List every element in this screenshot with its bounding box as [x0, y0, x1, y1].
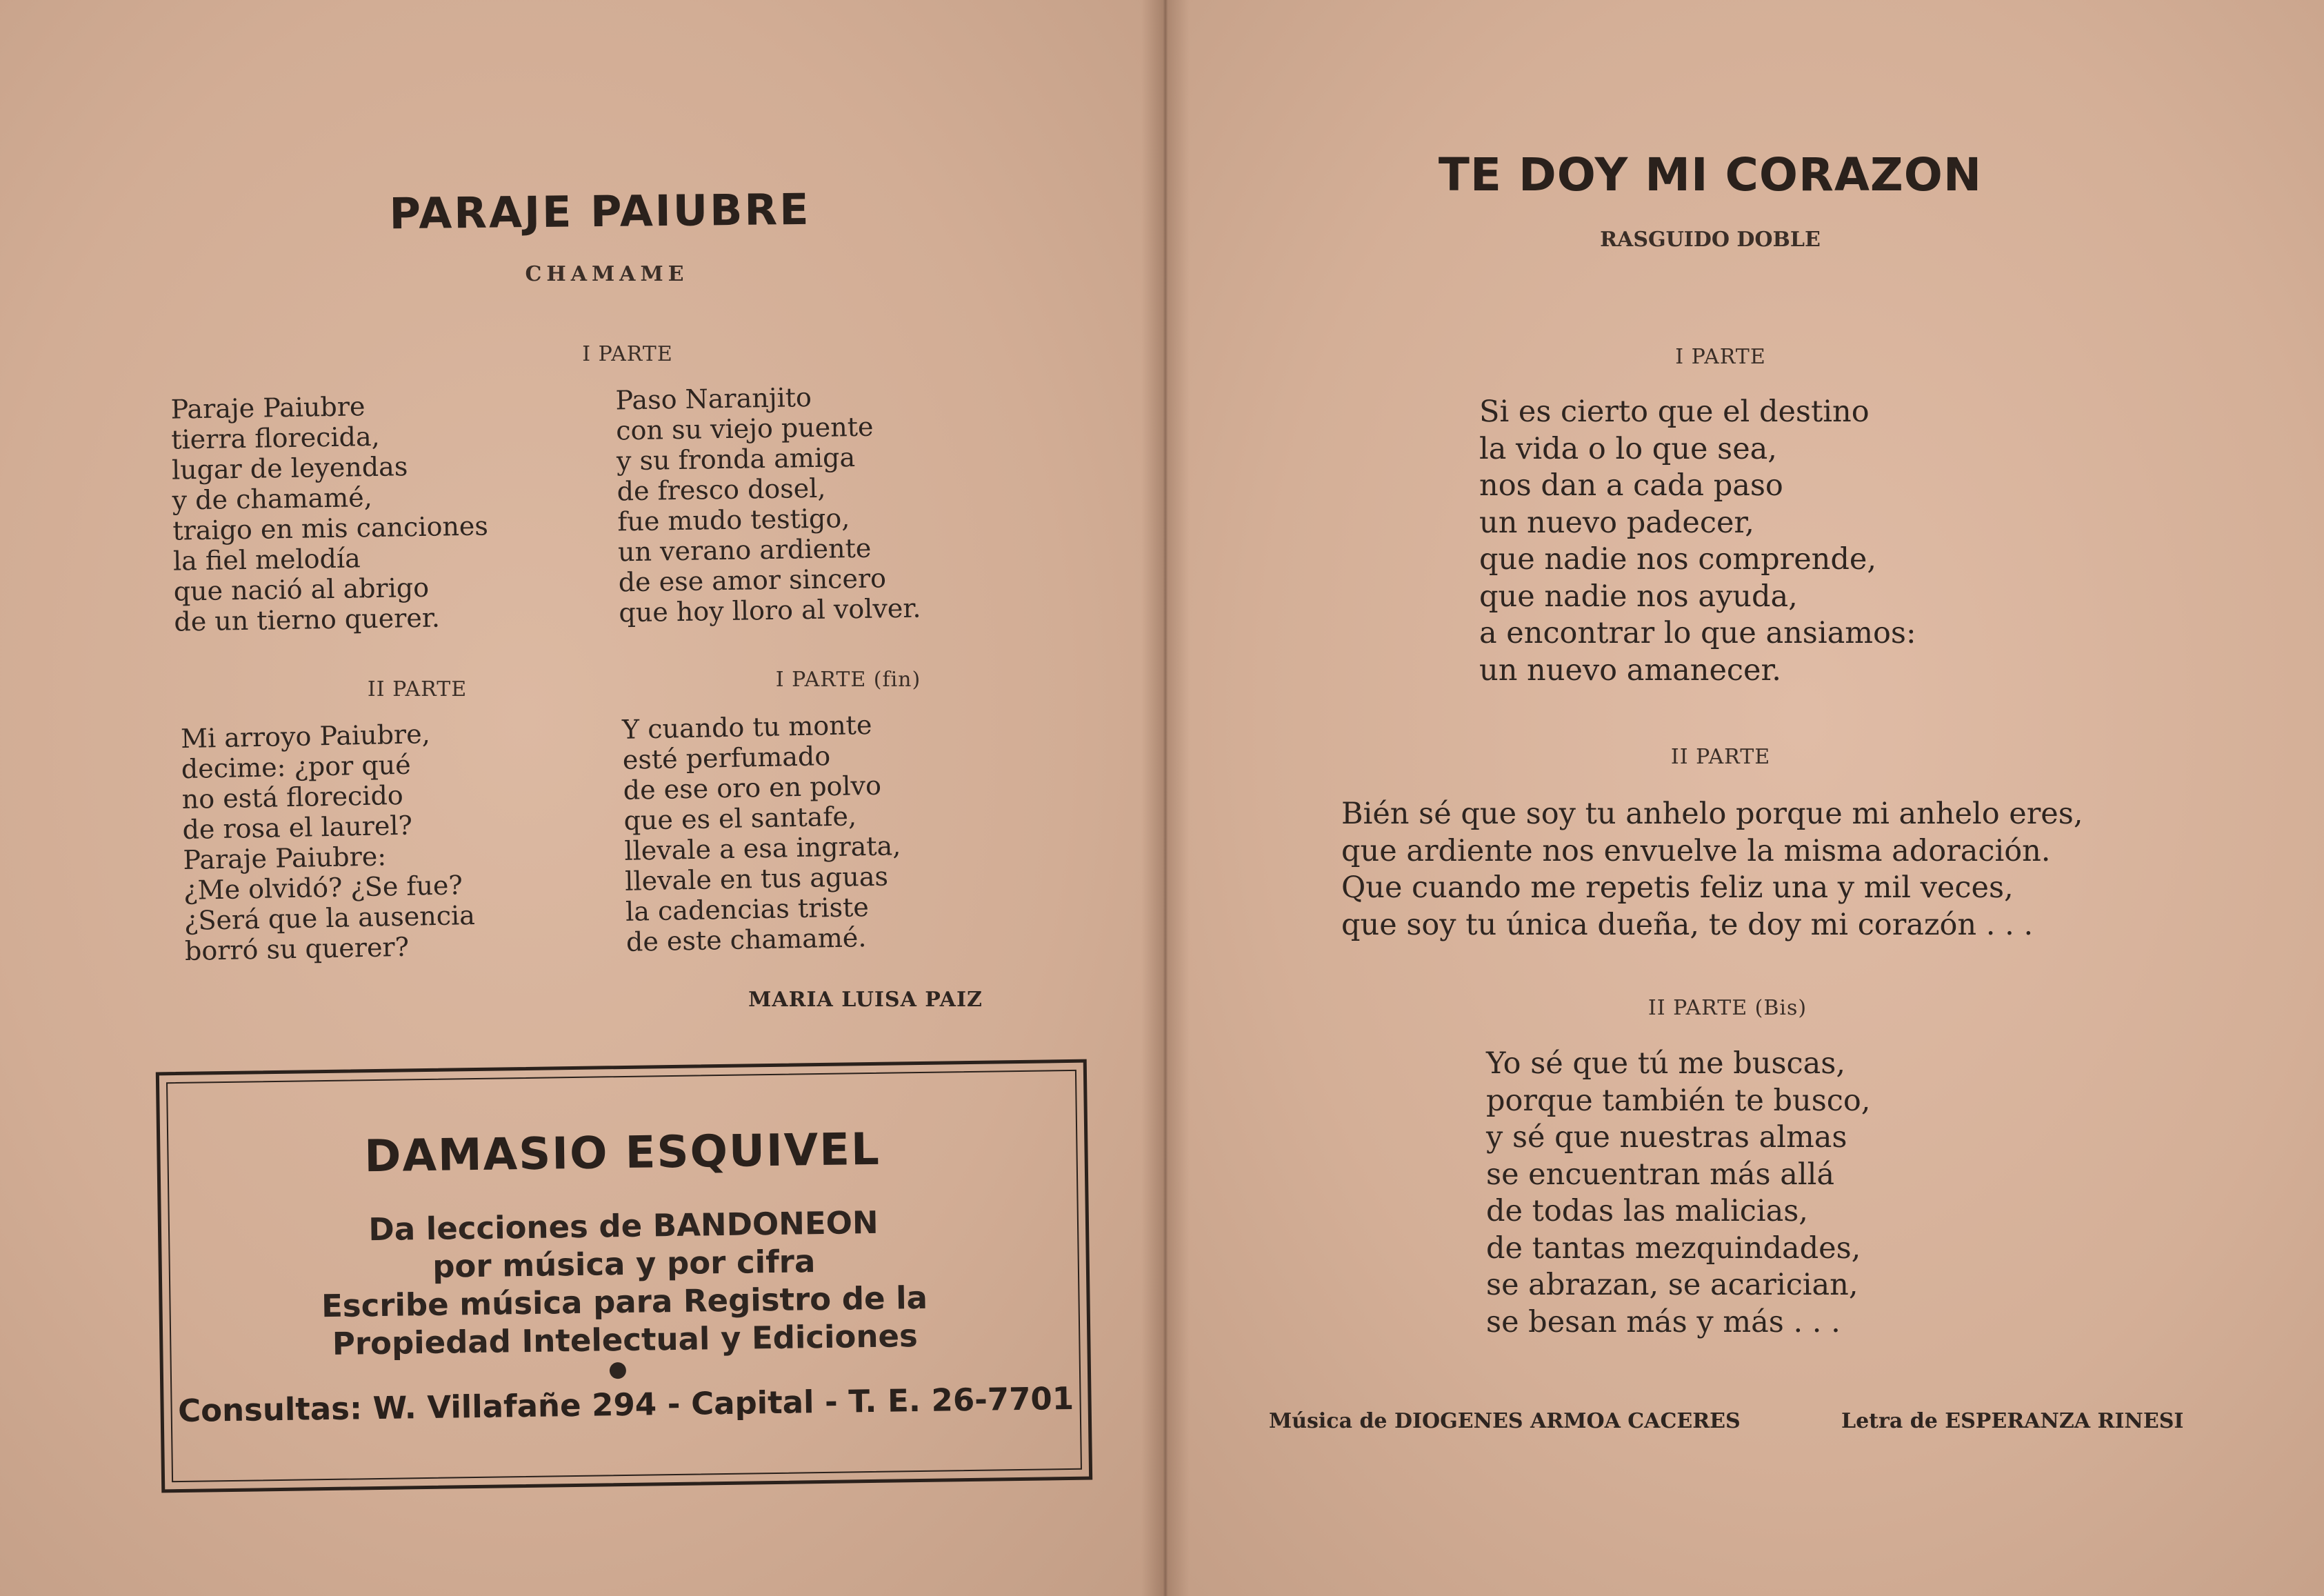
- advertisement-box: [156, 1059, 1092, 1493]
- verse-line: y su fronda amiga: [616, 442, 856, 477]
- lyricist-credit: MARIA LUISA PAIZ: [748, 988, 983, 1012]
- lyrics-credit: Letra de ESPERANZA RINESI: [1841, 1409, 2184, 1433]
- verse-line: de un tierno querer.: [174, 602, 441, 637]
- verse-line: Si es cierto que el destino: [1479, 395, 1870, 429]
- verse-line: que soy tu única dueña, te doy mi corazón . . .: [1341, 907, 2034, 942]
- verse-line: se encuentran más allá: [1486, 1157, 1834, 1192]
- book-gutter: [1141, 0, 1190, 1596]
- verse-line: ¿Me olvidó? ¿Se fue?: [183, 870, 463, 906]
- section-label-i-parte-fin: I PARTE (fin): [775, 668, 921, 692]
- song-title-te-doy-mi-corazon: TE DOY MI CORAZON: [1438, 148, 1983, 201]
- song-genre-rasguido-doble: RASGUIDO DOBLE: [1600, 228, 1821, 252]
- verse-line: no está florecido: [181, 779, 404, 815]
- verse-line: con su viejo puente: [615, 411, 874, 446]
- advertisement-body: [161, 1201, 1088, 1366]
- verse-line: Bién sé que soy tu anhelo porque mi anhelo eres,: [1341, 797, 2083, 831]
- verse-line: esté perfumado: [622, 741, 831, 775]
- verse-line: la vida o lo que sea,: [1479, 431, 1777, 466]
- section-label-ii-parte: II PARTE: [1670, 745, 1771, 769]
- verse-line: la cadencias triste: [625, 892, 870, 927]
- verse-line: de fresco dosel,: [617, 472, 826, 507]
- verse-line: porque también te busco,: [1486, 1083, 1871, 1118]
- verse-line: se besan más y más . . .: [1486, 1304, 1841, 1339]
- verse-line: un verano ardiente: [617, 532, 872, 568]
- stanza-left-1: [170, 389, 490, 637]
- verse-line: traigo en mis canciones: [172, 510, 489, 546]
- stanza-right-1: [1479, 394, 1916, 689]
- section-label-i-parte: I PARTE: [1675, 345, 1766, 369]
- verse-line: de tantas mezquindades,: [1486, 1230, 1861, 1266]
- section-label-i-parte: I PARTE: [582, 342, 673, 366]
- advertisement-title: DAMASIO ESQUIVEL: [363, 1124, 881, 1183]
- verse-line: de todas las malicias,: [1486, 1194, 1808, 1228]
- stanza-right-3: [1486, 1046, 1870, 1341]
- verse-line: un nuevo amanecer.: [1479, 652, 1781, 688]
- verse-line: que nadie nos ayuda,: [1479, 579, 1798, 614]
- verse-line: tierra florecida,: [170, 421, 380, 455]
- verse-line: llevale a esa ingrata,: [624, 830, 901, 866]
- stanza-right-2: [1341, 796, 2083, 944]
- verse-line: de ese amor sincero: [618, 563, 887, 598]
- verse-line: de este chamamé.: [625, 922, 867, 957]
- verse-line: Y cuando tu monte: [621, 709, 872, 745]
- advertisement-contact: Consultas: W. Villafañe 294 - Capital - T. E. 26-7701: [177, 1379, 1074, 1430]
- verse-line: que nació al abrigo: [173, 572, 430, 607]
- verse-line: se abrazan, se acarician,: [1486, 1268, 1859, 1302]
- advertisement-line: Da lecciones de BANDONEON: [368, 1204, 879, 1248]
- verse-line: y de chamamé,: [172, 482, 373, 516]
- music-credit: Música de DIOGENES ARMOA CACERES: [1269, 1409, 1741, 1433]
- verse-line: Yo sé que tú me buscas,: [1486, 1046, 1845, 1081]
- verse-line: borró su querer?: [184, 931, 410, 967]
- verse-line: decime: ¿por qué: [181, 749, 412, 785]
- verse-line: Paraje Paiubre:: [183, 841, 387, 876]
- song-genre-chamame: CHAMAME: [525, 262, 689, 286]
- stanza-left-2: [615, 381, 921, 628]
- verse-line: nos dan a cada paso: [1479, 468, 1783, 503]
- verse-line: que es el santafe,: [623, 801, 857, 836]
- section-label-ii-parte-bis: II PARTE (Bis): [1647, 996, 1807, 1020]
- section-label-ii-parte: II PARTE: [367, 677, 468, 701]
- advertisement-line: Escribe música para Registro de la: [321, 1279, 928, 1325]
- stanza-left-3: [181, 718, 476, 966]
- verse-line: que ardiente nos envuelve la misma adoración.: [1341, 833, 2051, 868]
- stanza-left-4: [622, 709, 903, 957]
- verse-line: Paso Naranjito: [615, 381, 812, 416]
- advertisement-line: por música y por cifra: [432, 1243, 816, 1285]
- verse-line: un nuevo padecer,: [1479, 505, 1754, 540]
- advertisement-line: Propiedad Intelectual y Ediciones: [332, 1317, 919, 1362]
- verse-line: de ese oro en polvo: [623, 770, 882, 806]
- verse-line: y sé que nuestras almas: [1486, 1120, 1847, 1155]
- verse-line: Mi arroyo Paiubre,: [180, 719, 431, 755]
- verse-line: llevale en tus aguas: [624, 861, 889, 897]
- verse-line: que nadie nos comprende,: [1479, 542, 1876, 577]
- verse-line: la fiel melodía: [172, 543, 361, 577]
- verse-line: de rosa el laurel?: [182, 810, 413, 846]
- verse-line: fue mudo testigo,: [617, 503, 850, 537]
- verse-line: ¿Será que la ausencia: [183, 899, 476, 937]
- verse-line: Que cuando me repetis feliz una y mil veces,: [1341, 870, 2014, 905]
- song-title-paraje-paiubre: PARAJE PAIUBRE: [389, 183, 811, 239]
- verse-line: lugar de leyendas: [171, 451, 408, 486]
- verse-line: a encontrar lo que ansiamos:: [1479, 616, 1916, 650]
- verse-line: Paraje Paiubre: [170, 391, 365, 425]
- verse-line: que hoy lloro al volver.: [619, 592, 921, 628]
